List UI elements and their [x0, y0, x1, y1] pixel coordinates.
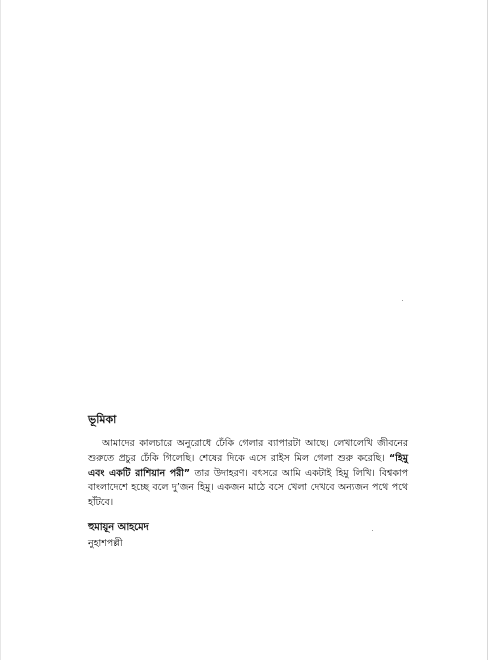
book-title: “হিমু এবং একটি রাশিয়ান পরী” [88, 452, 408, 479]
page-left-edge [0, 0, 1, 660]
preface-heading: ভূমিকা [88, 413, 117, 426]
author-name: হুমায়ূন আহমেদ [88, 521, 149, 533]
paragraph-text-part1: আমাদের কালচারে অনুরোধে ঢেঁকি গেলার ব্যাপারটা আছে। লেখালেখি জীবনের শুরুতে প্রচুর ঢেঁকি গিলেছি। শেষের দিকে এসে রাইস মিল গেলা শুরু করেছি। [88, 438, 408, 464]
author-place: নুহাশপল্লী [88, 537, 123, 549]
preface-section [88, 413, 408, 551]
scan-speck [402, 300, 403, 301]
paragraph-text-part2: তার উদাহরণ। বৎসরে আমি একটাই হিমু লিখি। বিশ্বকাপ বাংলাদেশে হচ্ছে বলে দু’জন হিমু। একজন মাঠে বসে খেলা দেখবে অন্যজন পথে পথে হাঁটবে। [88, 467, 409, 509]
preface-paragraph [88, 437, 408, 511]
